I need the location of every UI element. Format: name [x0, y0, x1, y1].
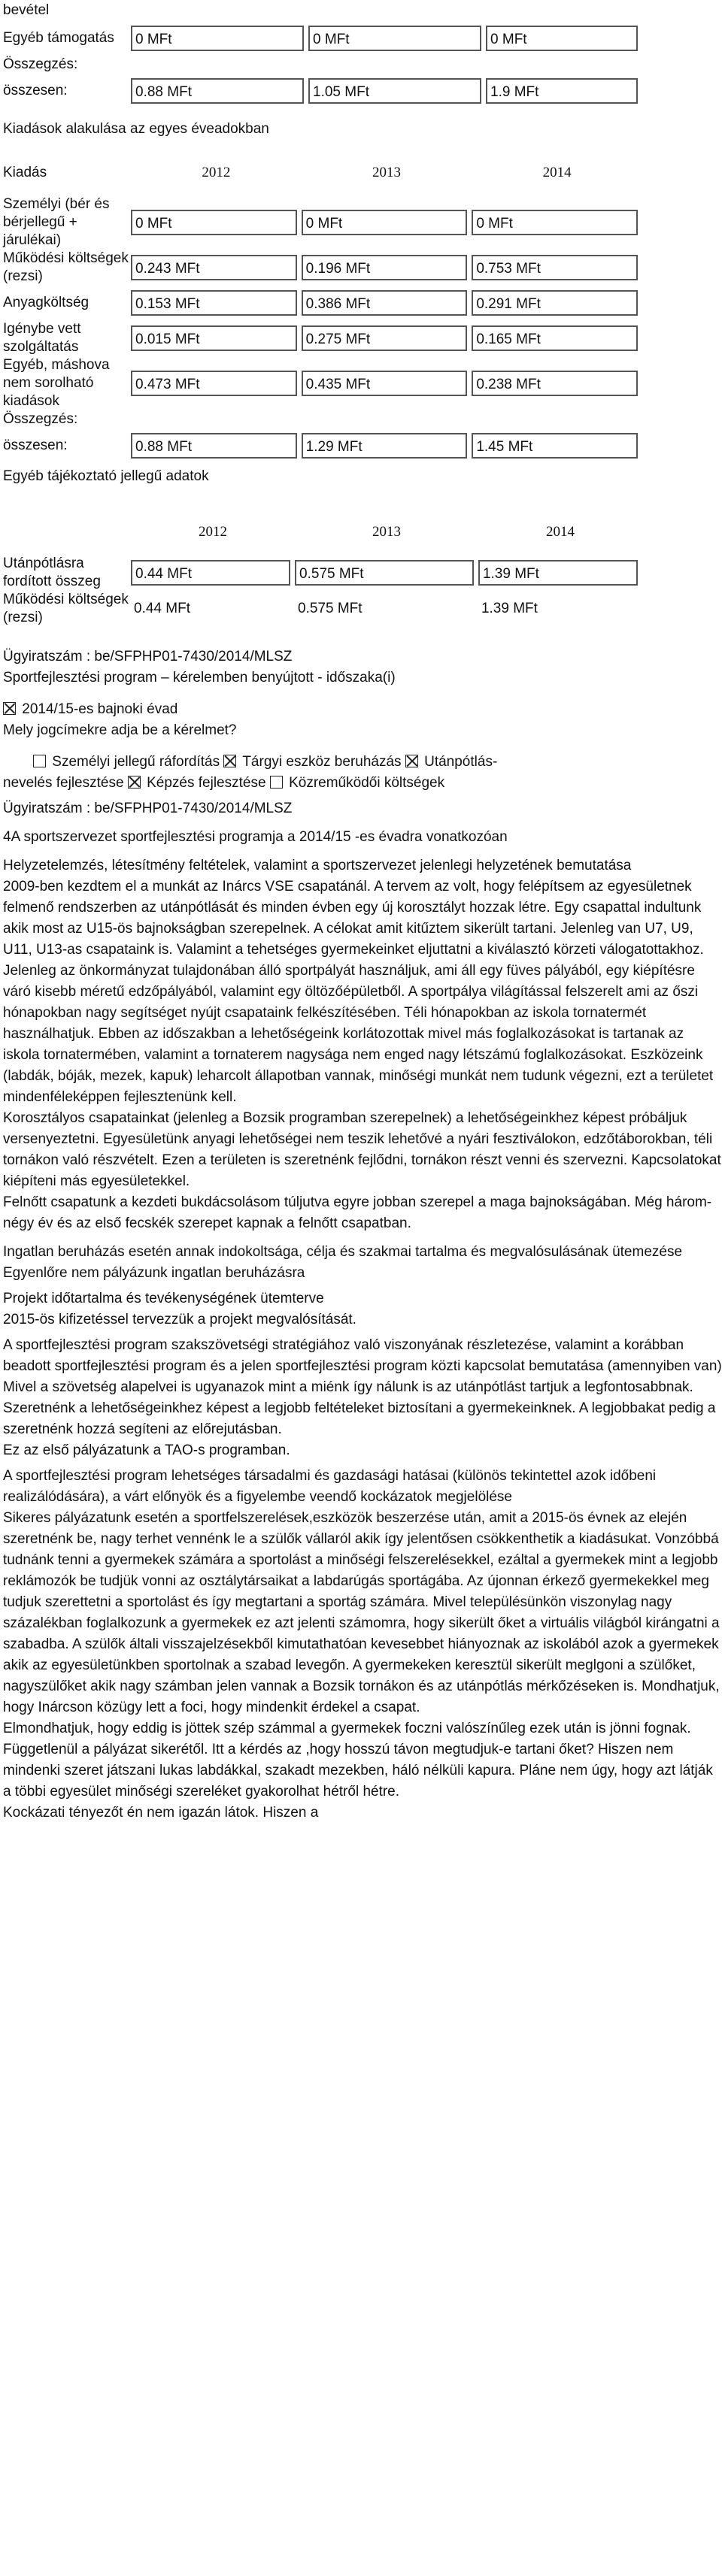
- section-heading: A sportfejlesztési program szakszövetségi stratégiához való viszonyának részletezése, valamint a korábban beadott sportfejlesztési program és a jelen sportfejlesztési program közti kapcsolat bemutatása (amennyiben van): [3, 1337, 722, 1374]
- year-header: 2012: [202, 165, 231, 180]
- value-field: 0 MFt: [486, 26, 638, 51]
- claims-question: Mely jogcímekre adja be a kérelmet?: [3, 722, 237, 738]
- value-field: 0.753 MFt: [472, 255, 638, 280]
- table-row: [3, 286, 642, 320]
- body-paragraph: Korosztályos csapatainkat (jelenleg a Bozsik programban szerepelnek) a lehetőségeinkhez képest próbáljuk versenyeztetni. Egyesületünk anyagi lehetőségei nem teszik lehetővé a nyári fesztiválokon, edzőtáborokban, téli tornákon való részvételt. Ezen a területen is szeretnénk fejlődni, tornákon részt venni és szervezni. Kapcsolatokat kiépíteni más egyesületekkel.: [3, 1110, 721, 1189]
- value-text: 1.39 MFt: [481, 601, 538, 616]
- totals-row: [3, 428, 642, 463]
- claim-label: Képzés fejlesztése: [147, 775, 266, 791]
- season-label: 2014/15-es bajnoki évad: [22, 701, 178, 717]
- income-table: [3, 21, 642, 108]
- body-paragraph: Ez az első pályázatunk a TAO-s programban.: [3, 1442, 290, 1458]
- table-row: [3, 195, 642, 250]
- value-field: 0.243 MFt: [131, 255, 297, 280]
- total-label: összesen:: [3, 437, 68, 453]
- value-field: 0.196 MFt: [302, 255, 468, 280]
- header-row: [3, 510, 642, 555]
- body-paragraph: 2009-ben kezdtem el a munkát az Inárcs VSE csapatánál. A tervem az volt, hogy felépítsem az egyesületnek felmenő rendszerben az utánpótlását és minden évben egy új korosztályt hozzak létre. Egy csapattal indultunk akik most az U15-ös bajnokságban szerepelnek. A célokat amit kitűztem sikerült tartani. Jelenleg van U7, U9, U11, U13-as csapataink is. Valamint a tehetséges gyermekeinket eljuttatni a kiválasztó körzeti válogatottakhoz. Jelenleg az önkormányzat tulajdonában álló sportpályát használjuk, ami áll egy füves pályából, egy kiépítésre váró kisebb méretű edzőpályából, valamint egy öltözőépületből. A sportpálya világítással felszerelt ami az őszi hónapokban nagy segítséget nyújt csapataink felkészítésében. Téli hónapokban az iskola tornatermét használhatjuk. Ebben az időszakban a lehetőségeink korlátozottak mivel más foglalkozásokat is tartanak az iskola tornatermében, valamint a tornaterem nagysága nem enged nagy létszámú foglalkozásokat. Eszközeink (labdák, bóják, mezek, kapuk) leharcolt állapotban vannak, minőségi munkát nem tudunk végezni, ezt a területet mindenféleképpen fejlesztenünk kell.: [3, 879, 714, 1105]
- table-row: [3, 410, 642, 428]
- case-number: Ügyiratszám : be/SFPHP01-7430/2014/MLSZ: [3, 801, 293, 816]
- section-heading: Helyzetelemzés, létesítmény feltételek, valamint a sportszervezet jelenlegi helyzetének bemutatása: [3, 858, 632, 873]
- program-period-line: Sportfejlesztési program – kérelemben benyújtott - időszaka(i): [3, 670, 396, 686]
- claim-label: Személyi jellegű ráfordítás: [52, 754, 220, 770]
- expense-section-title: Kiadások alakulása az egyes éveadokban: [3, 121, 269, 137]
- section-heading: Ingatlan beruházás esetén annak indokoltsága, célja és szakmai tartalma és megvalósulásának ütemezése: [3, 1244, 683, 1260]
- row-label: Igénybe vett szolgáltatás: [3, 321, 81, 355]
- value-text: 0.575 MFt: [298, 601, 363, 616]
- claim-checkbox-asset[interactable]: [223, 755, 236, 767]
- row-label: Egyéb támogatás: [3, 30, 114, 46]
- total-field: 0.88 MFt: [131, 78, 304, 104]
- summary-label: Összegzés:: [3, 56, 78, 72]
- table-row: [3, 320, 642, 356]
- year-header: 2014: [542, 165, 572, 180]
- body-paragraph: Sikeres pályázatunk esetén a sportfelszerelések,eszközök beszerzése után, amit a 2015-ös évnek az elején szeretnénk be, nagy terhet vennénk le a szülők vállaról akik így jelentősen csökkenthetik a kiadásukat. Vonzóbbá tudnánk tenni a gyermekek számára a sportolást a minőségi felszerelésekkel, ezáltal a gyermekek mint a legjobb reklámozók be tudjük vonni az osztálytársaikat a labdarúgás sportágába. Az újonnan érkező gyermekekkel meg tudjuk szerettetni a sportolást és így megtartani a sportág számára. Mivel településünkön viszonylag nagy százalékban foglalkozunk a gyermekek ez azt jelenti számomra, hogy sikerült őket a virtuális világból kirángatni a szabadba. A szülők általi visszajelzésekből kimutathatóan kevesebbet hiányoznak az iskolából azok a gyermekek akik az egyesületünkben sportolnak a szabad levegőn. A gyermekeken keresztül sikerült meglgoni a szülőket, nagyszülőket akik nagy számban jelen vannak a Bozsik tornákon és az utánpótlás mérkőzéseken is. Mondhatjuk, hogy Inárcson közügy lett a foci, hogy mindenkit érdekel a csapat.: [3, 1510, 720, 1715]
- body-paragraph: Elmondhatjuk, hogy eddig is jöttek szép számmal a gyermekek foczni valószínűleg ezek után is jönni fognak. Függetlenül a pályázat sikerétől. Itt a kérdés az ,hogy hosszú távon megtudjuk-e tartani őket? Hiszen nem mindenki szeret játszani lukas labdákkal, szakadt mezekben, háló nélküli kapura. Pláne nem úgy, hogy azt látják a többi egyesület minőségi szereléket gyakorolhat hétről hétre.: [3, 1721, 713, 1800]
- body-paragraph: Kockázati tényezőt én nem igazán látok. Hiszen a: [3, 1805, 319, 1821]
- row-label: Működési költségek (rezsi): [3, 592, 129, 625]
- total-field: 1.05 MFt: [308, 78, 481, 104]
- value-field: 0.153 MFt: [131, 290, 297, 316]
- totals-row: [3, 74, 642, 108]
- season-checkbox[interactable]: [3, 702, 16, 715]
- claim-label: Utánpótlás-: [424, 754, 498, 770]
- total-label: összesen:: [3, 83, 68, 98]
- header-row: [3, 150, 642, 195]
- body-paragraph: 2015-ös kifizetéssel tervezzük a projekt megvalósítását.: [3, 1312, 356, 1327]
- value-field: 0.291 MFt: [472, 290, 638, 316]
- case-number: Ügyiratszám : be/SFPHP01-7430/2014/MLSZ: [3, 649, 293, 664]
- year-header: 2013: [372, 524, 401, 540]
- value-field: 1.39 MFt: [478, 560, 638, 586]
- value-field: 0 MFt: [131, 26, 304, 51]
- value-field: 0.473 MFt: [131, 371, 297, 396]
- claim-checkbox-training[interactable]: [128, 776, 141, 789]
- value-field: 0.015 MFt: [131, 325, 297, 351]
- row-label: Utánpótlásra fordított összeg: [3, 555, 101, 589]
- table-row: [3, 250, 642, 286]
- claim-label: Közreműködői költségek: [289, 775, 445, 791]
- section-heading: Projekt időtartalma és tevékenységének ütemterve: [3, 1291, 324, 1306]
- program-title: 4A sportszervezet sportfejlesztési programja a 2014/15 -es évadra vonatkozóan: [3, 829, 508, 845]
- summary-label: Összegzés:: [3, 411, 78, 427]
- body-paragraph: Mivel a szövetség alapelvei is ugyanazok mint a miénk így nálunk is az utánpótlást tartjuk a legfontosabbnak. Szeretnénk a lehetőségeinkhez képest a legjobb feltételeket biztosítani a gyermekeinknek. A legjobbakat pedig a szeretnénk hozzá segíteni az előrejutásban.: [3, 1379, 716, 1437]
- value-field: 0 MFt: [472, 210, 638, 235]
- value-field: 0 MFt: [302, 210, 468, 235]
- row-label: Működési költségek (rezsi): [3, 250, 129, 284]
- income-label: bevétel: [3, 2, 50, 18]
- claim-checkbox-personal[interactable]: [33, 755, 46, 767]
- claims-line-2: [3, 773, 722, 794]
- claim-label: Tárgyi eszköz beruházás: [242, 754, 402, 770]
- claim-label: nevelés fejlesztése: [3, 775, 124, 791]
- total-field: 1.9 MFt: [486, 78, 638, 104]
- row-label: Személyi (bér és bérjellegű + járulékai): [3, 196, 110, 248]
- total-field: 1.45 MFt: [472, 433, 638, 459]
- body-paragraph: Egyenlőre nem pályázunk ingatlan beruházásra: [3, 1265, 305, 1281]
- claim-checkbox-contributor[interactable]: [270, 776, 283, 789]
- value-field: 0.275 MFt: [302, 325, 468, 351]
- row-label: Anyagköltség: [3, 295, 89, 310]
- value-field: 0.575 MFt: [295, 560, 474, 586]
- section-heading: A sportfejlesztési program lehetséges társadalmi és gazdasági hatásai (különös tekintettel azok időbeni realizálódására), a várt előnyök és a figyelembe veendő kockázatok megjelölése: [3, 1468, 657, 1505]
- year-header: 2012: [199, 524, 228, 540]
- body-paragraph: Felnőtt csapatunk a kezdeti bukdácsolásom túljutva egyre jobban szerepel a maga bajnokságában. Még három-négy év és az első fecskék szerepet kapnak a felnőtt csapatban.: [3, 1194, 712, 1231]
- year-header: 2013: [372, 165, 401, 180]
- value-field: 0.165 MFt: [472, 325, 638, 351]
- other-info-title: Egyéb tájékoztató jellegű adatok: [3, 468, 209, 484]
- value-field: 0.386 MFt: [302, 290, 468, 316]
- other-info-table: [3, 510, 642, 627]
- value-field: 0.435 MFt: [302, 371, 468, 396]
- value-field: 0.44 MFt: [131, 560, 290, 586]
- header-label: Kiadás: [3, 165, 47, 180]
- table-row: [3, 56, 642, 74]
- season-option: [3, 699, 722, 720]
- value-field: 0 MFt: [131, 210, 297, 235]
- table-row: [3, 555, 642, 591]
- row-label: Egyéb, máshova nem sorolható kiadások: [3, 357, 110, 409]
- year-header: 2014: [545, 524, 575, 540]
- expense-table: [3, 150, 642, 463]
- claims-line-1: [3, 752, 722, 773]
- value-field: 0 MFt: [308, 26, 481, 51]
- value-text: 0.44 MFt: [134, 601, 190, 616]
- table-row: [3, 356, 642, 410]
- table-row: [3, 591, 642, 627]
- total-field: 0.88 MFt: [131, 433, 297, 459]
- claim-checkbox-youth[interactable]: [405, 755, 418, 767]
- table-row: [3, 21, 642, 56]
- value-field: 0.238 MFt: [472, 371, 638, 396]
- total-field: 1.29 MFt: [302, 433, 468, 459]
